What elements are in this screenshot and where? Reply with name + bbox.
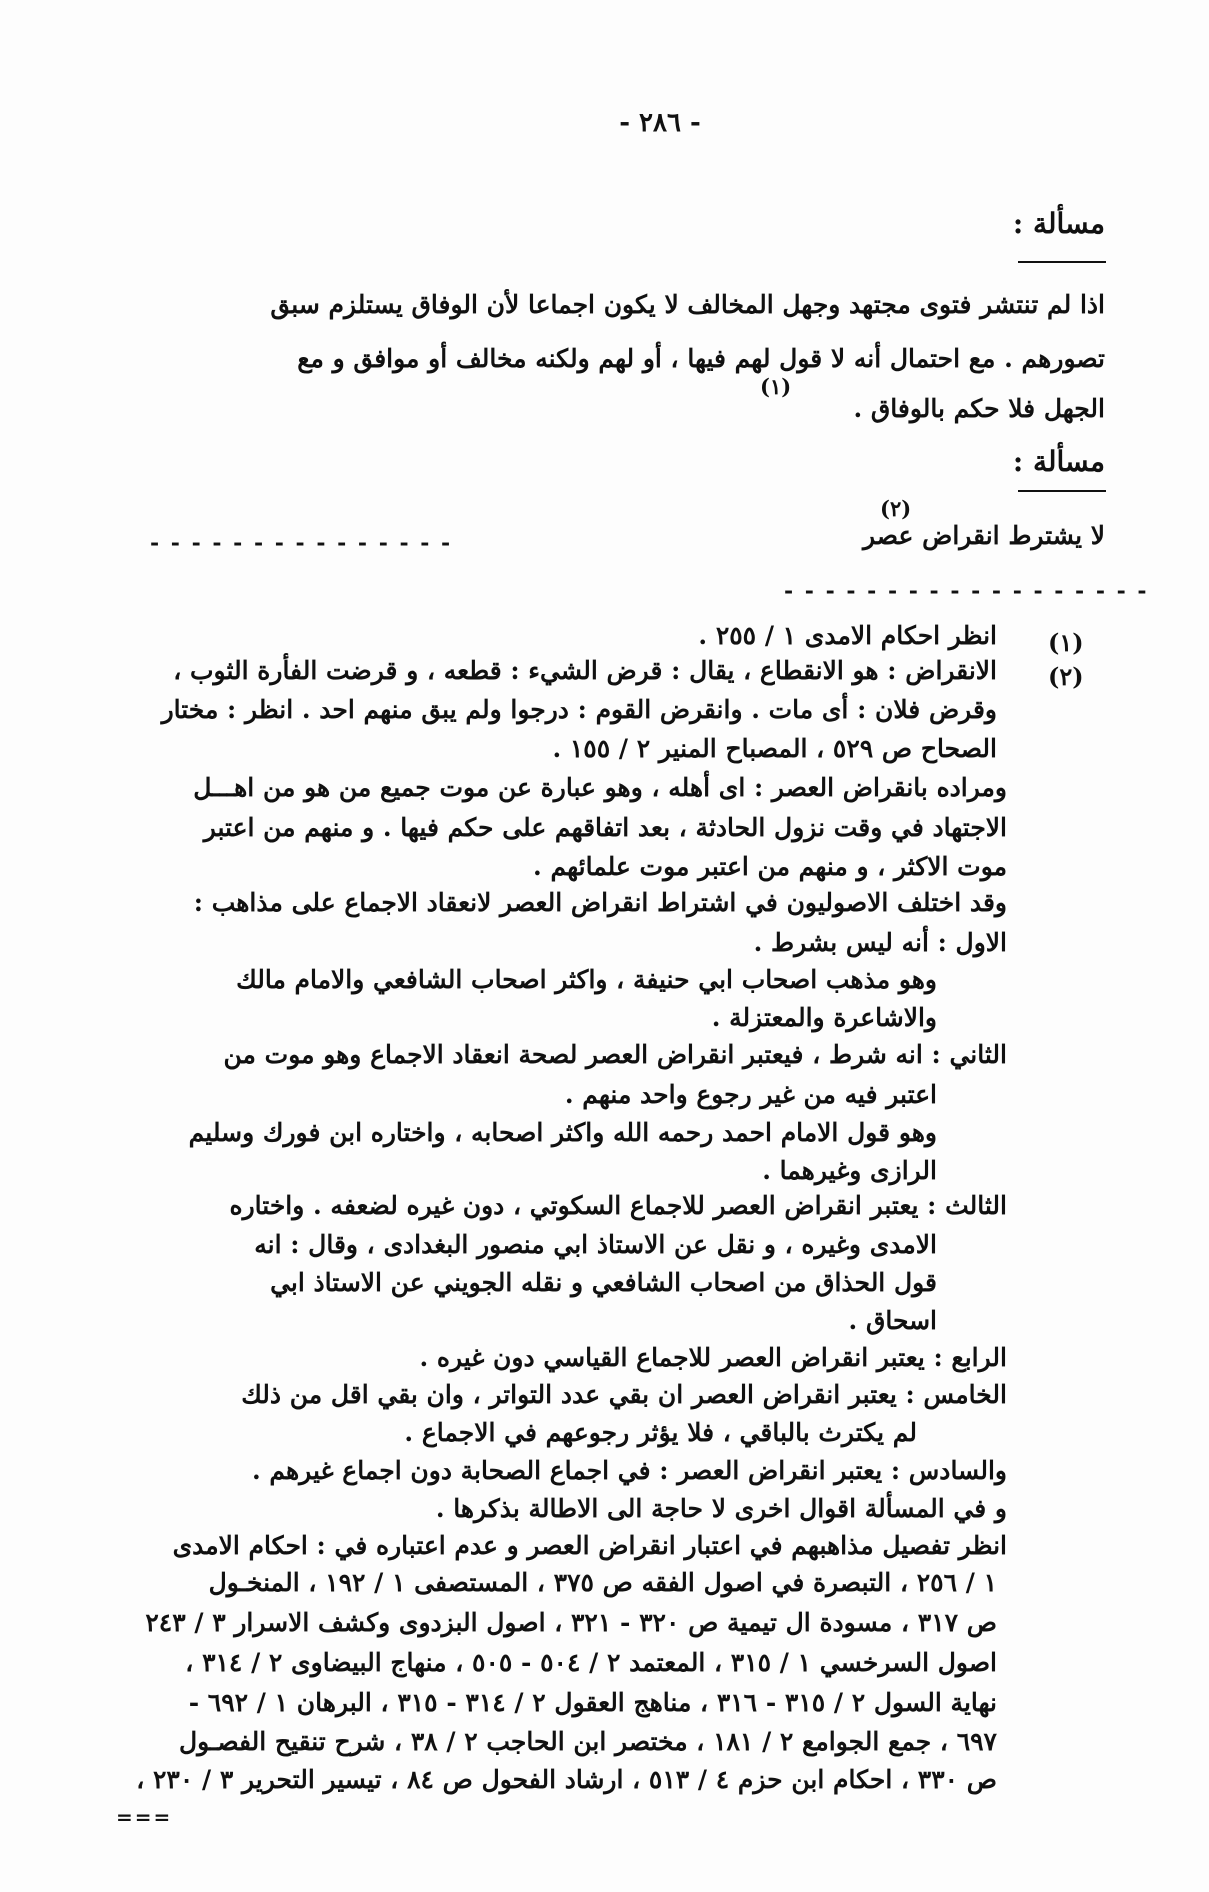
- footnote-line: و في المسألة اقوال اخرى لا حاجة الى الاطالة بذكرها .: [435, 1494, 1007, 1523]
- footnote-line: وقد اختلف الاصوليون في اشتراط انقراض العصر لانعقاد الاجماع على مذاهب :: [193, 888, 1007, 917]
- footnote-line: الصحاح ص ٥٢٩ ، المصباح المنير ٢ / ١٥٥ .: [552, 734, 997, 763]
- footnote-line: نهاية السول ٢ / ٣١٥ - ٣١٦ ، مناهج العقول ٢ / ٣١٤ - ٣١٥ ، البرهان ١ / ٦٩٢ -: [188, 1688, 997, 1717]
- footnote-line: الثالث : يعتبر انقراض العصر للاجماع السكوتي ، دون غيره لضعفه . واختاره: [229, 1191, 1007, 1220]
- footnote-line: ٦٩٧ ، جمع الجوامع ٢ / ١٨١ ، مختصر ابن الحاجب ٢ / ٣٨ ، شرح تنقيح الفصـول: [178, 1727, 997, 1756]
- page-number: - ٢٨٦ -: [619, 108, 701, 138]
- footnote-line: اسحاق .: [848, 1306, 937, 1335]
- heading-underline: [1018, 490, 1106, 492]
- footnote-line: وقرض فلان : أى مات . وانقرض القوم : درجوا ولم يبق منهم احد . انظر : مختار: [161, 695, 997, 724]
- end-mark: ===: [116, 1805, 173, 1829]
- footnote-line: اصول السرخسي ١ / ٣١٥ ، المعتمد ٢ / ٥٠٤ - ٥٠٥ ، منهاج البيضاوى ٢ / ٣١٤ ،: [185, 1648, 997, 1677]
- footnote-line: الخامس : يعتبر انقراض العصر ان بقي عدد التواتر ، وان بقي اقل من ذلك: [241, 1380, 1007, 1409]
- footnote-line: الثاني : انه شرط ، فيعتبر انقراض العصر لصحة انعقاد الاجماع وهو موت من: [223, 1040, 1007, 1069]
- section-heading: مسألة :: [1012, 207, 1105, 240]
- section-heading: مسألة :: [1012, 445, 1105, 478]
- body-line: الجهل فلا حكم بالوفاق .: [853, 394, 1105, 423]
- footnote-line: والاشاعرة والمعتزلة .: [711, 1003, 937, 1032]
- footnote-marker: (١): [1048, 628, 1084, 657]
- footnote-marker: (٢): [1048, 662, 1084, 691]
- body-line: تصورهم . مع احتمال أنه لا قول لهم فيها ، أو لهم ولكنه مخالف أو موافق و مع: [297, 344, 1105, 373]
- footnote-line: الامدى وغيره ، و نقل عن الاستاذ ابي منصور البغدادى ، وقال : انه: [254, 1230, 937, 1259]
- footnote-separator: - - - - - - - - - - - - - - - - - -: [784, 578, 1149, 604]
- footnote-line: وهو قول الامام احمد رحمه الله واكثر اصحابه ، واختاره ابن فورك وسليم: [188, 1118, 937, 1147]
- footnote-line: انظر احكام الامدى ١ / ٢٥٥ .: [698, 621, 997, 650]
- footnote-line: وهو مذهب اصحاب ابي حنيفة ، واكثر اصحاب الشافعي والامام مالك: [236, 965, 937, 994]
- footnote-line: انظر تفصيل مذاهبهم في اعتبار انقراض العصر و عدم اعتباره في : احكام الامدى: [172, 1531, 1007, 1560]
- footnote-line: الاجتهاد في وقت نزول الحادثة ، بعد اتفاقهم على حكم فيها . و منهم من اعتبر: [203, 813, 1007, 842]
- footnote-line: ص ٣٣٠ ، احكام ابن حزم ٤ / ٥١٣ ، ارشاد الفحول ص ٨٤ ، تيسير التحرير ٣ / ٢٣٠ ،: [136, 1765, 997, 1794]
- footnote-line: ومراده بانقراض العصر : اى أهله ، وهو عبارة عن موت جميع من هو من اهـــل: [193, 773, 1007, 802]
- heading-underline: [1018, 261, 1106, 263]
- footnote-line: الرازى وغيرهما .: [762, 1156, 937, 1185]
- footnote-line: لم يكترث بالباقي ، فلا يؤثر رجوعهم في الاجماع .: [404, 1418, 917, 1447]
- trailing-dashes: - - - - - - - - - - - - - - -: [150, 530, 453, 556]
- footnote-line: والسادس : يعتبر انقراض العصر : في اجماع الصحابة دون اجماع غيرهم .: [251, 1456, 1007, 1485]
- footnote-line: الاول : أنه ليس بشرط .: [753, 928, 1007, 957]
- footnote-line: قول الحذاق من اصحاب الشافعي و نقله الجويني عن الاستاذ ابي: [270, 1268, 937, 1297]
- footnote-line: ١ / ٢٥٦ ، التبصرة في اصول الفقه ص ٣٧٥ ، المستصفى ١ / ١٩٢ ، المنخـول: [208, 1568, 997, 1597]
- body-line: لا يشترط انقراض عصر: [863, 521, 1105, 550]
- footnote-line: الانقراض : هو الانقطاع ، يقال : قرض الشيء : قطعه ، و قرضت الفأرة الثوب ،: [173, 656, 997, 685]
- footnote-ref: (١): [760, 374, 792, 399]
- footnote-ref: (٢): [880, 496, 912, 521]
- footnote-line: اعتبر فيه من غير رجوع واحد منهم .: [564, 1080, 937, 1109]
- footnote-line: الرابع : يعتبر انقراض العصر للاجماع القياسي دون غيره .: [419, 1343, 1007, 1372]
- footnote-line: ص ٣١٧ ، مسودة ال تيمية ص ٣٢٠ - ٣٢١ ، اصول البزدوى وكشف الاسرار ٣ / ٢٤٣: [145, 1608, 997, 1637]
- body-line: اذا لم تنتشر فتوى مجتهد وجهل المخالف لا يكون اجماعا لأن الوفاق يستلزم سبق: [270, 290, 1105, 319]
- footnote-line: موت الاكثر ، و منهم من اعتبر موت علمائهم .: [533, 852, 1007, 881]
